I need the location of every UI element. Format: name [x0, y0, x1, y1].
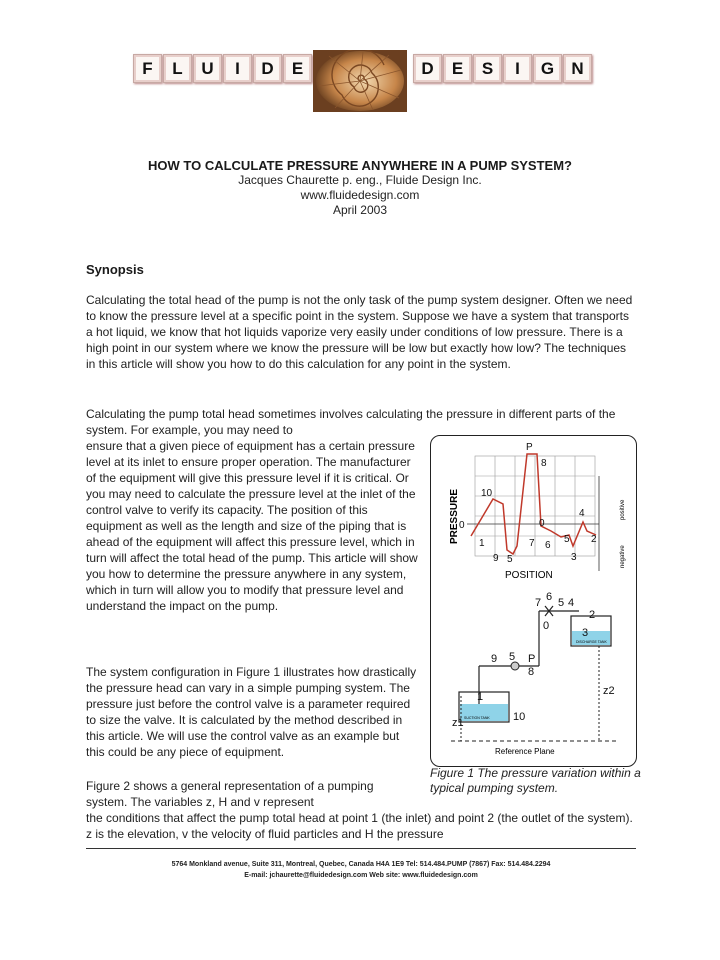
graph-label: 2 — [591, 534, 597, 545]
logo-letter: N — [563, 54, 592, 83]
synopsis-paragraph-2-body: ensure that a given piece of equipment has a certain pressure level at its inlet to ensure proper operation. The manufacturer of the equipment will give this pressure level if it is critical. Or you may need to calculate the pressure level at the inlet of the control valve to verify its capacity. The position of this equipment as well as the length and size of the piping that is ahead of the equipment will affect this pressure level, which in turn will affect the total head of the pump. This article will show you how to determine the pressure anywhere in any system, which in turn will allow you to modify that pressure level and understand the impact on the pump. — [86, 439, 418, 613]
logo-letter: U — [193, 54, 222, 83]
system-label: 9 — [491, 653, 498, 665]
logo-letter: S — [473, 54, 502, 83]
graph-label: 5 — [564, 534, 570, 545]
graph-y-axis-label: PRESSURE — [449, 488, 460, 544]
system-label: 6 — [546, 591, 553, 603]
article-header — [0, 158, 720, 218]
logo-letter: E — [283, 54, 312, 83]
system-label: 7 — [535, 597, 542, 609]
system-label: z2 — [603, 685, 615, 697]
graph-label: 8 — [541, 458, 547, 469]
synopsis-paragraph-4: Figure 2 shows a general representation of a pumping system. The variables z, H and v represent — [86, 779, 374, 809]
graph-label: 6 — [545, 540, 551, 551]
graph-label: 5 — [507, 554, 513, 565]
system-label: 2 — [589, 609, 596, 621]
system-label: 0 — [543, 620, 550, 632]
footer-divider — [86, 848, 636, 849]
graph-label: 7 — [529, 538, 535, 549]
pump-symbol — [511, 662, 519, 670]
footer-contact: E-mail: jchaurette@fluidedesign.com Web site: www.fluidedesign.com — [244, 872, 478, 879]
logo-letter: D — [253, 54, 282, 83]
system-label: z1 — [452, 717, 464, 729]
pressure-variation-diagram — [431, 436, 636, 766]
system-label: 3 — [582, 627, 589, 639]
graph-label: P — [526, 442, 533, 453]
graph-label: 9 — [493, 553, 499, 564]
nautilus-shell-image — [313, 50, 407, 112]
logo-letter: L — [163, 54, 192, 83]
logo-letter: G — [533, 54, 562, 83]
graph-negative-label: negative — [620, 545, 626, 568]
figure-1-caption: Figure 1 The pressure variation within a typical pumping system. — [430, 766, 641, 795]
synopsis-paragraph-3: The system configuration in Figure 1 illustrates how drastically the pressure head can vary in a simple pumping system. The pressure just before the control valve is a parameter required to size the valve. It is calculated by the method described in this article. We will use the control valve as an example but this could be any piece of equipment. — [86, 665, 417, 759]
suction-tank-label: SUCTION TANK — [464, 716, 490, 720]
graph-label: 1 — [479, 538, 485, 549]
logo-letter: F — [133, 54, 162, 83]
logo-letter: D — [413, 54, 442, 83]
graph-label: 4 — [579, 508, 585, 519]
system-label: P — [528, 653, 536, 665]
system-label: 5 — [558, 597, 565, 609]
figure-1-diagram — [430, 435, 637, 767]
system-label: 5 — [509, 651, 516, 663]
article-date: April 2003 — [332, 203, 388, 217]
reference-plane-label: Reference Plane — [495, 747, 555, 756]
graph-label: 0 — [539, 518, 545, 529]
synopsis-heading: Synopsis — [86, 262, 144, 277]
logo-letter: I — [503, 54, 532, 83]
system-label: 10 — [513, 711, 526, 723]
system-label: 4 — [568, 597, 575, 609]
footer-address: 5764 Monkland avenue, Suite 311, Montreal, Quebec, Canada H4A 1E9 Tel: 514.484.PUMP (7867) Fax: 514.484.2294 — [171, 861, 551, 868]
article-website: www.fluidedesign.com — [300, 188, 420, 202]
article-title: HOW TO CALCULATE PRESSURE ANYWHERE IN A PUMP SYSTEM? — [148, 158, 572, 173]
graph-x-axis-label: POSITION — [505, 570, 553, 581]
logo-letter: I — [223, 54, 252, 83]
article-author: Jacques Chaurette p. eng., Fluide Design Inc. — [238, 173, 482, 187]
synopsis-paragraph-2-intro: Calculating the pump total head sometimes involves calculating the pressure in different parts of the system. For example, you may need to — [86, 407, 616, 437]
graph-grid — [475, 456, 595, 556]
system-label: 1 — [477, 691, 484, 703]
synopsis-paragraph-1: Calculating the total head of the pump is not the only task of the pump system designer. Often we need to know the pressure level at a specific point in the system. Suppose we have a system that transports a hot liquid, we know that hot liquids vaporize very easily under conditions of low pressure. There is a high point in our system where we know the pressure will be low but exactly how low? The techniques in this article will show you how to do this calculation for any point in the system. — [86, 293, 633, 371]
system-label: 8 — [528, 666, 535, 678]
fluide-design-logo — [0, 50, 720, 112]
graph-positive-label: positive — [620, 499, 626, 520]
graph-label: 3 — [571, 552, 577, 563]
graph-label: 10 — [481, 488, 493, 499]
graph-label: 0 — [459, 520, 465, 531]
discharge-tank-label: DISCHARGE TANK — [576, 640, 607, 644]
logo-letter: E — [443, 54, 472, 83]
synopsis-paragraph-5: the conditions that affect the pump total head at point 1 (the inlet) and point 2 (the outlet of the system). z is the elevation, v the velocity of fluid particles and H the pressure — [86, 811, 633, 841]
